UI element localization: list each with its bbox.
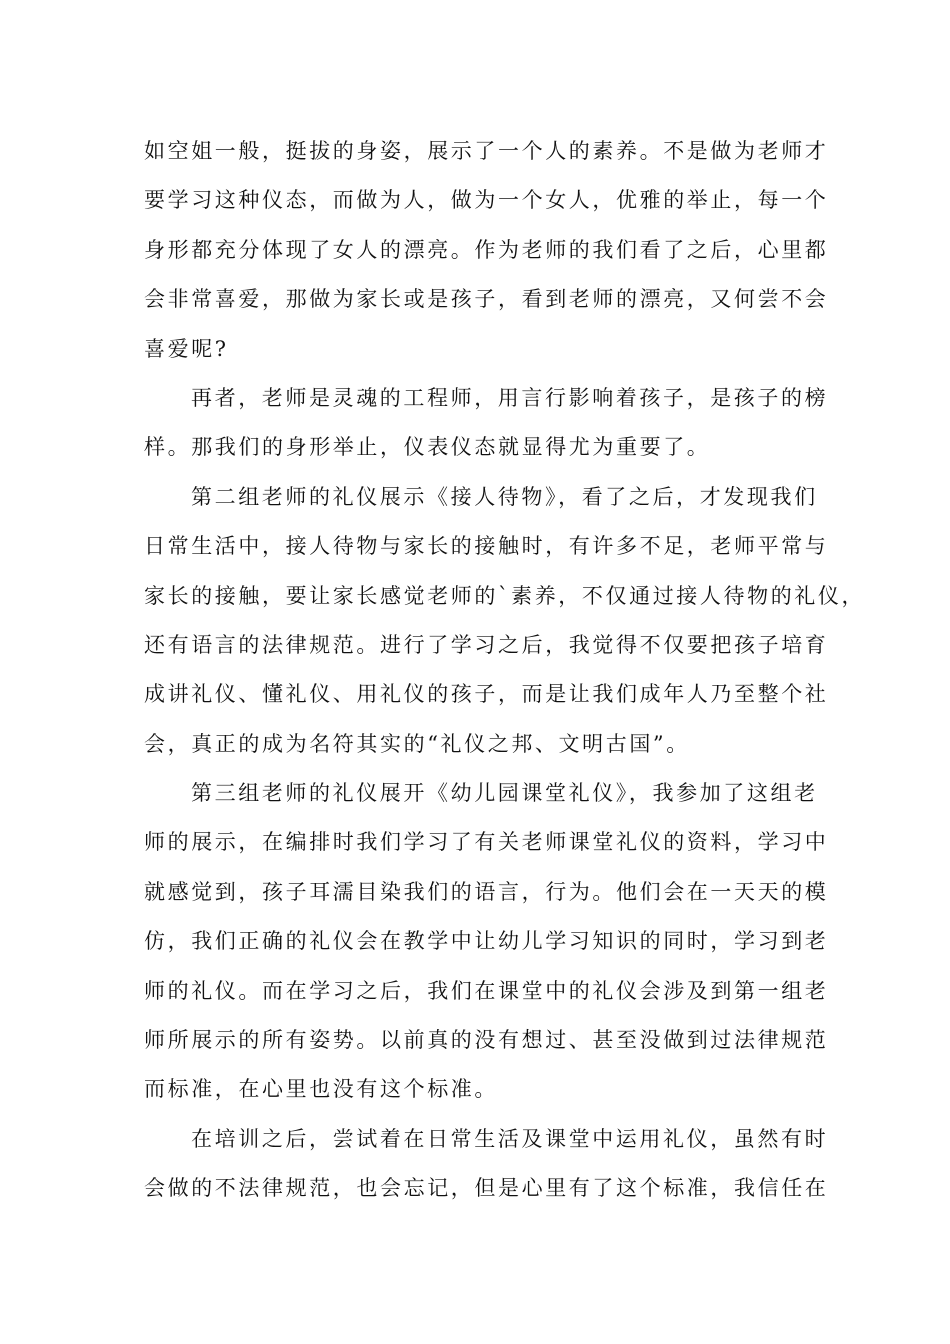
text-line: 会，真正的成为名符其实的“礼仪之邦、文明古国”。 (144, 731, 690, 756)
text-line: 喜爱呢? (144, 336, 229, 361)
document-body (144, 127, 866, 1214)
text-line: 第二组老师的礼仪展示《接人待物》，看了之后，才发现我们 (191, 484, 818, 509)
text-line: 而标准，在心里也没有这个标准。 (144, 1077, 498, 1102)
text-line: 师所展示的所有姿势。以前真的没有想过、甚至没做到过法律规范 (144, 1028, 829, 1053)
text-line: 日常生活中，接人待物与家长的接触时，有许多不足，老师平常与 (144, 534, 829, 559)
text-line: 还有语言的法律规范。进行了学习之后，我觉得不仅要把孩子培育 (144, 632, 829, 657)
text-line: 在培训之后，尝试着在日常生活及课堂中运用礼仪，虽然有时 (191, 1126, 829, 1151)
paragraph-5 (144, 1115, 829, 1214)
text-line: 第三组老师的礼仪展开《幼儿园课堂礼仪》，我参加了这组老 (191, 781, 818, 806)
text-line: 要学习这种仪态，而做为人，做为一个女人，优雅的举止，每一个 (144, 188, 829, 213)
text-line: 成讲礼仪、懂礼仪、用礼仪的孩子，而是让我们成年人乃至整个社 (144, 682, 829, 707)
text-line: 师的展示，在编排时我们学习了有关老师课堂礼仪的资料，学习中 (144, 830, 829, 855)
text-line: 家长的接触，要让家长感觉老师的`素养，不仅通过接人待物的礼仪， (144, 583, 866, 608)
text-line: 再者，老师是灵魂的工程师，用言行影响着孩子，是孩子的榜 (191, 385, 829, 410)
text-line: 样。那我们的身形举止，仪表仪态就显得尤为重要了。 (144, 435, 711, 460)
text-line: 就感觉到，孩子耳濡目染我们的语言，行为。他们会在一天天的模 (144, 879, 829, 904)
paragraph-3 (144, 473, 866, 769)
text-line: 师的礼仪。而在学习之后，我们在课堂中的礼仪会涉及到第一组老 (144, 978, 829, 1003)
text-line: 会非常喜爱，那做为家长或是孩子，看到老师的漂亮，又何尝不会 (144, 287, 829, 312)
text-line: 仿，我们正确的礼仪会在教学中让幼儿学习知识的同时，学习到老 (144, 929, 829, 954)
text-line: 身形都充分体现了女人的漂亮。作为老师的我们看了之后，心里都 (144, 237, 829, 262)
paragraph-2 (144, 374, 829, 473)
text-line: 会做的不法律规范，也会忘记，但是心里有了这个标准，我信任在 (144, 1176, 829, 1201)
paragraph-1 (144, 127, 829, 374)
paragraph-4 (144, 769, 829, 1115)
text-line: 如空姐一般，挺拔的身姿，展示了一个人的素养。不是做为老师才 (144, 139, 829, 163)
